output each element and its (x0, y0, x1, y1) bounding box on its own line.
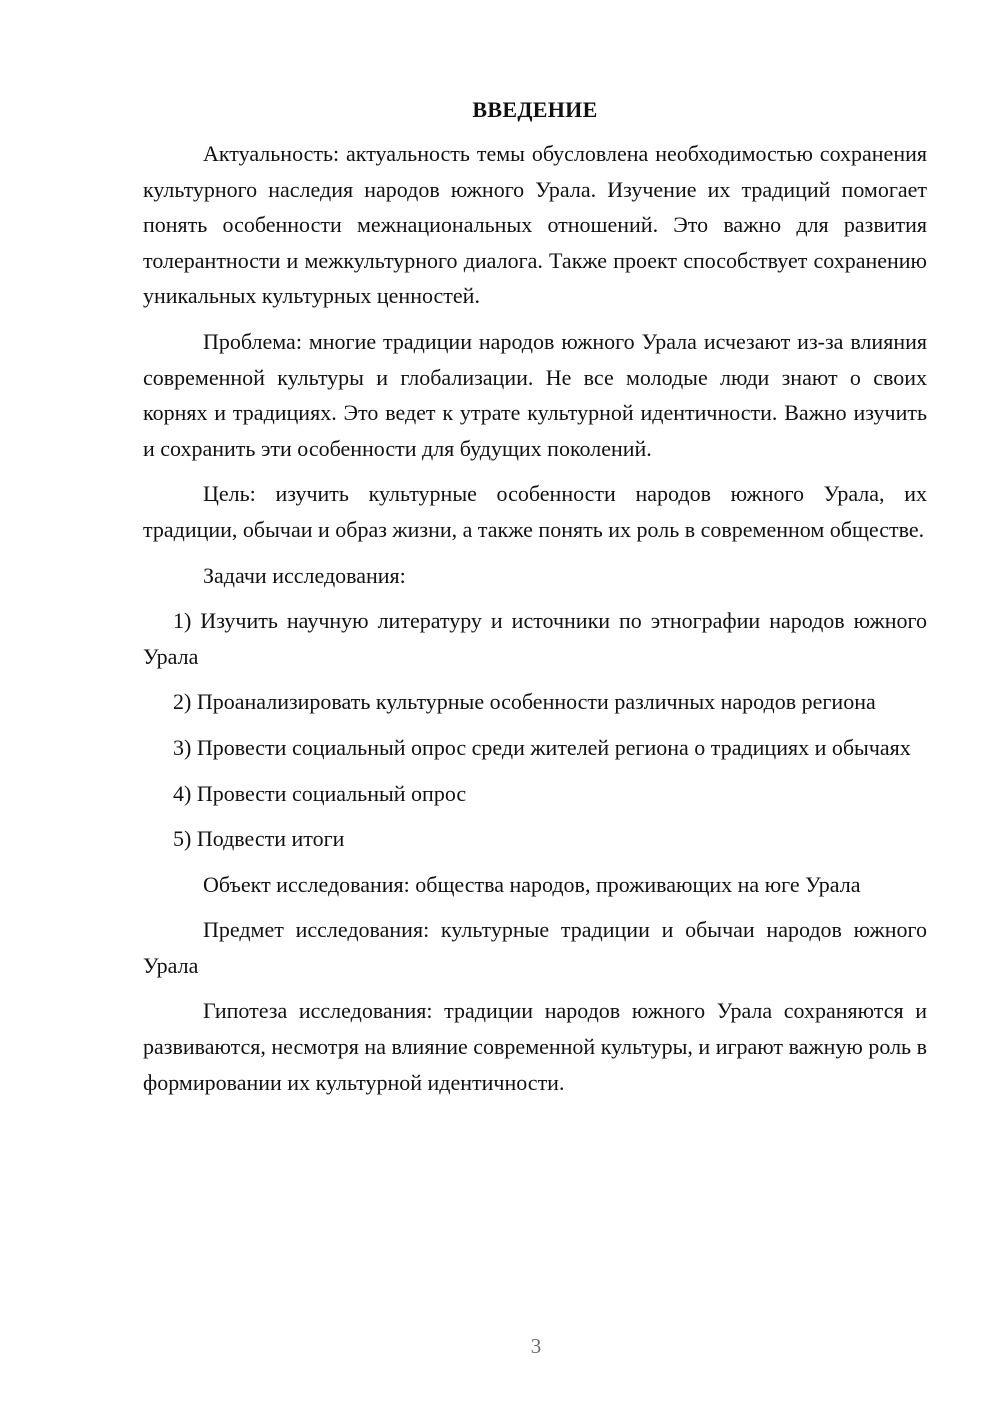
page-number: 3 (530, 1334, 542, 1358)
problem-paragraph: Проблема: многие традиции народов южного Урала исчезают из-за влияния современной культуры и глобализации. Не все молодые люди знают о своих корнях и традициях. Это ведет к утрате культурной идентичности. Важно изучить и сохранить эти особенности для будущих поколений. (143, 328, 927, 461)
document-page (143, 96, 927, 1110)
object-paragraph: Объект исследования: общества народов, проживающих на юге Урала (203, 871, 861, 897)
goal-paragraph: Цель: изучить культурные особенности народов южного Урала, их традиции, обычаи и образ жизни, а также понять их роль в современном обществе. (143, 481, 927, 542)
tasks-title: Задачи исследования: (203, 562, 406, 588)
page-title: ВВЕДЕНИЕ (472, 97, 598, 122)
relevance-paragraph: Актуальность: актуальность темы обусловлена необходимостью сохранения культурного наследия народов южного Урала. Изучение их традиций помогает понять особенности межнациональных отношений. Это важно для развития толерантности и межкультурного диалога. Также проект способствует сохранению уникальных культурных ценностей. (143, 141, 927, 309)
task-item-5: 5) Подвести итоги (173, 826, 345, 852)
task-item-3: 3) Провести социальный опрос среди жителей региона о традициях и обычаях (173, 734, 911, 760)
task-item-2: 2) Проанализировать культурные особенности различных народов региона (173, 689, 876, 715)
hypothesis-paragraph: Гипотеза исследования: традиции народов южного Урала сохраняются и развиваются, несмотря на влияние современной культуры, и играют важную роль в формировании их культурной идентичности. (143, 998, 927, 1095)
task-item-1: 1) Изучить научную литературу и источники по этнографии народов южного Урала (143, 608, 927, 669)
task-item-4: 4) Провести социальный опрос (173, 780, 467, 806)
subject-paragraph: Предмет исследования: культурные традиции и обычаи народов южного Урала (143, 917, 927, 978)
